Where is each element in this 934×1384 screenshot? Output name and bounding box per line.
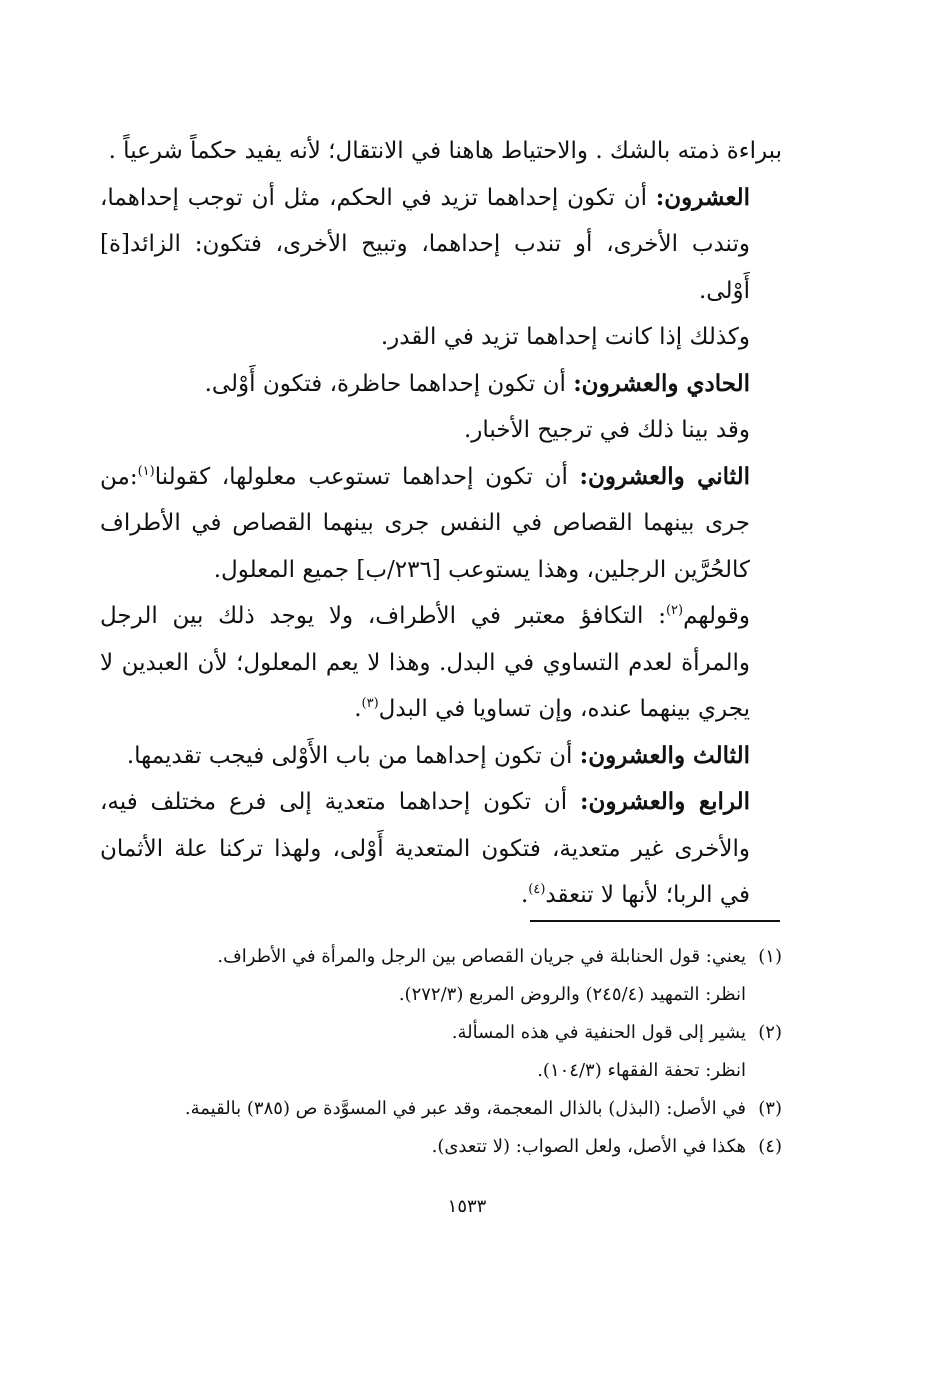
footnote-3 — [100, 1090, 782, 1128]
footnote-text: في الأصل: (البذل) بالذال المعجمة، وقد عبر في المسوَّدة ص (٣٨٥) بالقيمة. — [184, 1098, 746, 1119]
paragraph-text: :من جرى بينهما القصاص في النفس جرى بينهما القصاص في الأطراف كالحُرَّين الرجلين، وهذا يستوعب [٢٣٦/ب] جميع المعلول. — [100, 463, 750, 583]
footnote-1-reference: انظر: التمهيد (٢٤٥/٤) والروض المربع (٢٧٢/٣). — [398, 984, 746, 1005]
paragraph-text: وقولهم — [683, 603, 750, 629]
paragraph-end: . — [520, 882, 529, 908]
footnote-2-reference: انظر: تحفة الفقهاء (١٠٤/٣). — [537, 1060, 746, 1081]
paragraph-twenty-second — [100, 454, 782, 594]
footnote-number: (١) — [758, 946, 782, 967]
paragraph-text: وقد بينا ذلك في ترجيح الأخبار. — [463, 417, 750, 443]
main-text — [100, 128, 782, 919]
footnote-number: (٢) — [758, 1022, 782, 1043]
footnotes — [100, 938, 782, 1166]
paragraph-twenty-third — [100, 733, 782, 780]
footnote-4 — [100, 1128, 782, 1166]
footnote-text: هكذا في الأصل، ولعل الصواب: (لا تتعدى). — [431, 1136, 746, 1157]
footnote-number: (٣) — [758, 1098, 782, 1119]
footnote-divider — [530, 920, 780, 922]
paragraph-note — [100, 314, 782, 361]
section-heading: العشرون: — [655, 183, 750, 211]
page-number: ١٥٣٣ — [447, 1196, 487, 1217]
paragraph-text: أن تكون إحداهما تستوعب معلولها، كقولنا — [154, 463, 580, 490]
footnote-marker[interactable]: (٤) — [528, 882, 546, 897]
section-heading: الثالث والعشرون: — [579, 741, 750, 769]
paragraph-twentieth — [100, 175, 782, 315]
footnote-marker[interactable]: (٢) — [665, 603, 684, 618]
paragraph-end: . — [354, 696, 362, 722]
paragraph-note — [100, 407, 782, 454]
footnote-number: (٤) — [758, 1136, 782, 1157]
paragraph-text: أن تكون إحداهما حاظرة، فتكون أَوْلى. — [204, 370, 574, 397]
section-heading: الرابع والعشرون: — [580, 788, 750, 815]
footnote-text: يعني: قول الحنابلة في جريان القصاص بين الرجل والمرأة في الأطراف. — [217, 946, 746, 967]
paragraph-text: أن تكون إحداهما تزيد في الحكم، مثل أن توجب إحداهما، وتندب الأخرى، أو تندب إحداهما، وتبيح الأخرى، فتكون: الزائد[ة] أَوْلى. — [100, 184, 750, 304]
paragraph-text: أن تكون إحداهما متعدية إلى فرع مختلف فيه، والأخرى غير متعدية، فتكون المتعدية أَوْلى، ولهذا تركنا علة الأثمان في الربا؛ لأنها لا تنعقد — [100, 789, 750, 908]
paragraph-text: : التكافؤ معتبر في الأطراف، ولا يوجد ذلك بين الرجل والمرأة لعدم التساوي في البدل. وهذا لا يعم المعلول؛ لأن العبدين لا يجري بينهما عنده، وإن تساويا في البدل — [100, 603, 750, 722]
paragraph-twenty-fourth — [100, 779, 782, 919]
footnote-marker[interactable]: (٣) — [361, 696, 379, 711]
paragraph-continuation — [100, 128, 782, 175]
footnote-text: يشير إلى قول الحنفية في هذه المسألة. — [451, 1022, 746, 1043]
paragraph-text: ببراءة ذمته بالشك . والاحتياط هاهنا في الانتقال؛ لأنه يفيد حكماً شرعياً . — [108, 138, 782, 164]
section-heading: الحادي والعشرون: — [573, 369, 750, 397]
paragraph-text: أن تكون إحداهما من باب الأَوْلى فيجب تقديمها. — [126, 742, 580, 769]
paragraph-text: وكذلك إذا كانت إحداهما تزيد في القدر. — [380, 324, 750, 350]
paragraph-their-saying — [100, 593, 782, 733]
footnote-marker[interactable]: (١) — [137, 463, 155, 479]
section-heading: الثاني والعشرون: — [579, 462, 750, 490]
footnote-2 — [100, 1014, 782, 1052]
paragraph-twenty-first — [100, 361, 782, 408]
footnote-1 — [100, 938, 782, 976]
